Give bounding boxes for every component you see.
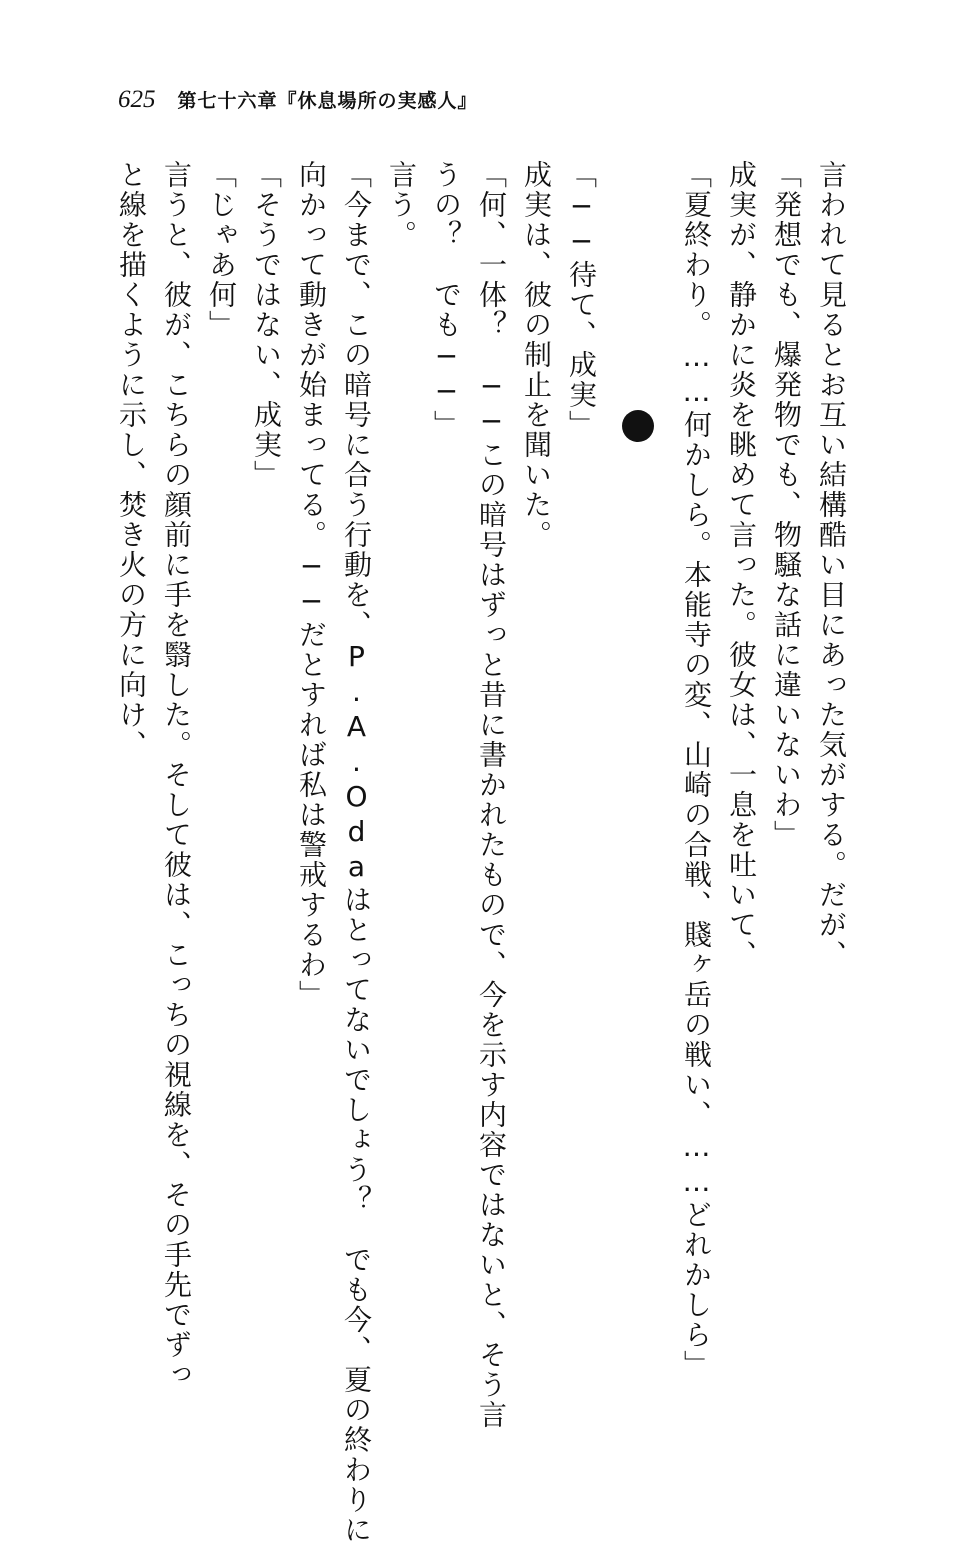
body-line: 「何、一体？ ──この暗号はずっと昔に書かれたもので、今を示す内容ではないと、そう言 <box>475 160 508 1430</box>
body-line: 「発想でも、爆発物でも、物騒な話に違いないわ」 <box>770 160 803 850</box>
body-line: 「夏終わり。……何かしら。本能寺の変、山崎の合戦、賤ヶ岳の戦い、……どれかしら」 <box>680 160 713 1380</box>
chapter-title: 第七十六章『休息場所の実感人』 <box>177 90 478 112</box>
running-header <box>118 86 478 122</box>
body-line: 「じゃあ何」 <box>205 160 238 340</box>
page-number: 625 <box>118 86 156 113</box>
body-line: 成実が、静かに炎を眺めて言った。彼女は、一息を吐いて、 <box>725 160 758 970</box>
section-break-dot-icon <box>622 410 654 442</box>
body-line: 言う。 <box>385 160 418 250</box>
body-line: 向かって動きが始まってる。──だとすれば私は警戒するわ」 <box>295 160 328 1010</box>
body-line: うの？ でも──」 <box>430 160 463 440</box>
body-line: 「今まで、この暗号に合う行動を、P.A.Odaはとってないでしょう？ でも今、夏の終わりに <box>340 160 373 1545</box>
body-line: 「──待て、成実」 <box>565 160 598 440</box>
body-line: 成実は、彼の制止を聞いた。 <box>520 160 553 550</box>
body-line: 言われて見るとお互い結構酷い目にあった気がする。だが、 <box>815 160 848 970</box>
body-line: と線を描くように示し、焚き火の方に向け、 <box>115 160 148 760</box>
body-line: 言うと、彼が、こちらの顔前に手を翳した。そして彼は、こっちの視線を、その手先でずっ <box>160 160 193 1390</box>
body-line: 「そうではない、成実」 <box>250 160 283 490</box>
